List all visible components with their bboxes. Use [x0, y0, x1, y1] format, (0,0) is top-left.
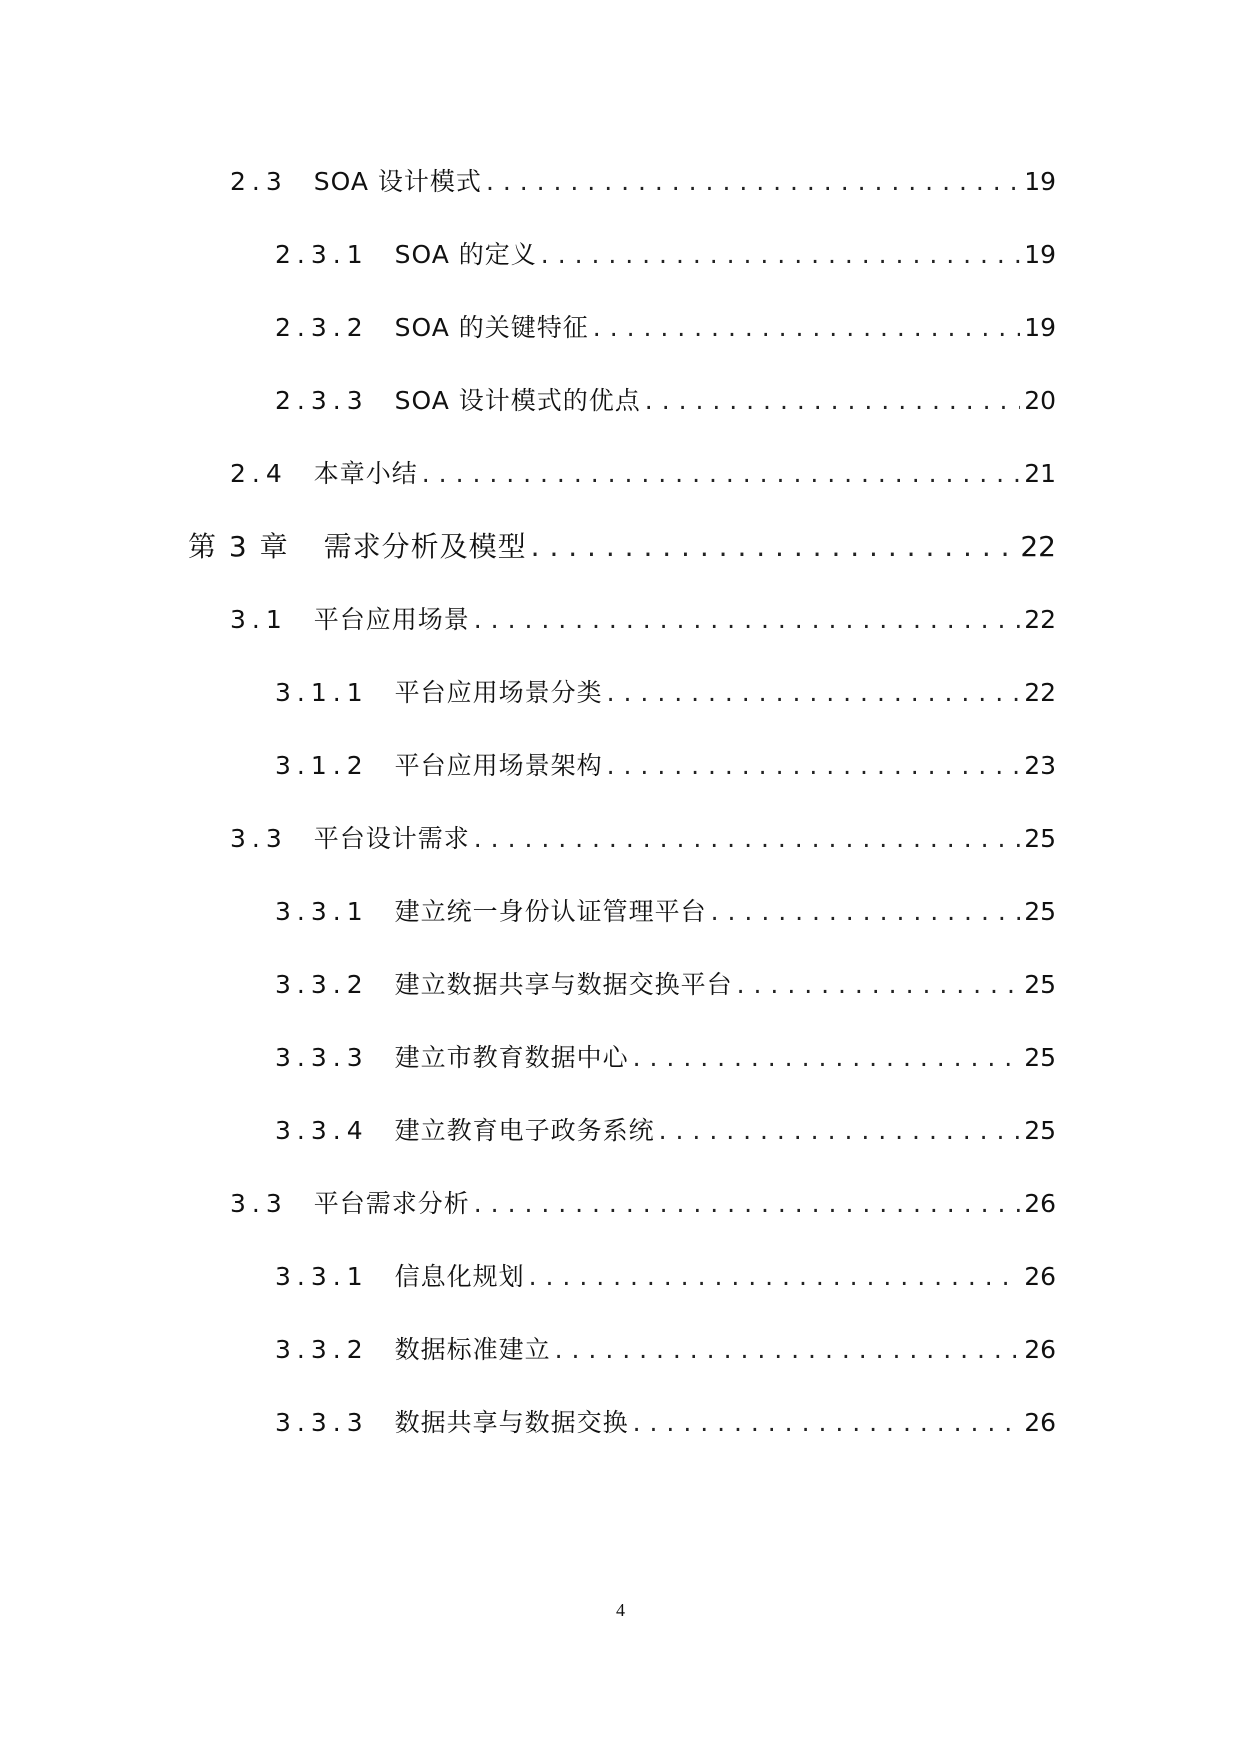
toc-dot-leader: [607, 673, 1021, 713]
toc-entry-page: 22: [1020, 530, 1056, 563]
toc-entry-page: 25: [1024, 970, 1056, 999]
toc-entry[interactable]: [275, 1257, 1056, 1297]
toc-entry-page: 20: [1024, 386, 1056, 415]
toc-entry-number: 3.3.2: [275, 970, 369, 999]
toc-dot-leader: [474, 1184, 1020, 1224]
toc-entry-title: 建立市教育数据中心: [394, 1043, 629, 1072]
toc-entry-title: 平台应用场景架构: [394, 751, 603, 780]
toc-entry-page: 22: [1024, 678, 1056, 707]
toc-entry-title: 需求分析及模型: [323, 530, 527, 563]
toc-entry-number: 3.3.3: [275, 1043, 369, 1072]
toc-dot-leader: [711, 892, 1021, 932]
toc-entry[interactable]: [275, 1038, 1056, 1078]
toc-dot-leader: [531, 527, 1017, 567]
toc-entry-page: 19: [1024, 240, 1056, 269]
toc-entry-number: 第 3 章: [188, 530, 290, 563]
toc-dot-leader: [474, 819, 1020, 859]
page-number: 4: [616, 1600, 625, 1620]
toc-entry-number: 3.3.3: [275, 1408, 369, 1437]
toc-entry-title: 平台应用场景: [313, 605, 470, 634]
toc-entry-title: 平台应用场景分类: [394, 678, 603, 707]
toc-dot-leader: [593, 308, 1020, 348]
toc-entry[interactable]: [275, 673, 1056, 713]
toc-entry-number: 2.3.2: [275, 313, 369, 342]
toc-dot-leader: [645, 381, 1020, 421]
toc-entry-number: 3.1: [230, 605, 288, 634]
toc-entry-page: 26: [1024, 1335, 1056, 1364]
toc-dot-leader: [422, 454, 1020, 494]
toc-entry[interactable]: [230, 162, 1056, 202]
toc-entry[interactable]: [230, 819, 1056, 859]
toc-entry-number: 3.3.1: [275, 897, 369, 926]
toc-entry-title: SOA 设计模式: [313, 167, 482, 196]
toc-dot-leader: [529, 1257, 1021, 1297]
toc-entry-page: 25: [1024, 1043, 1056, 1072]
toc-entry-title: SOA 的关键特征: [394, 313, 589, 342]
toc-entry-number: 2.4: [230, 459, 288, 488]
toc-entry-title: SOA 设计模式的优点: [394, 386, 641, 415]
toc-entry[interactable]: [275, 1330, 1056, 1370]
toc-dot-leader: [541, 235, 1020, 275]
toc-dot-leader: [633, 1038, 1021, 1078]
toc-entry[interactable]: [275, 235, 1056, 275]
toc-dot-leader: [659, 1111, 1021, 1151]
toc-entry-number: 3.3: [230, 824, 288, 853]
toc-entry-page: 25: [1024, 1116, 1056, 1145]
toc-entry-number: 3.3.4: [275, 1116, 369, 1145]
toc-entry-page: 22: [1024, 605, 1056, 634]
toc-entry-number: 3.3.2: [275, 1335, 369, 1364]
toc-entry-number: 2.3.1: [275, 240, 369, 269]
toc-entry[interactable]: [275, 1111, 1056, 1151]
toc-chapter-entry[interactable]: [188, 527, 1056, 567]
toc-dot-leader: [737, 965, 1021, 1005]
toc-entry-title: SOA 的定义: [394, 240, 537, 269]
toc-entry[interactable]: [275, 308, 1056, 348]
toc-entry[interactable]: [275, 965, 1056, 1005]
toc-entry-title: 数据标准建立: [394, 1335, 551, 1364]
toc-entry-title: 本章小结: [313, 459, 418, 488]
toc-entry[interactable]: [230, 600, 1056, 640]
toc-entry-page: 26: [1024, 1262, 1056, 1291]
toc-entry-title: 建立教育电子政务系统: [394, 1116, 655, 1145]
toc-entry-page: 25: [1024, 897, 1056, 926]
toc-entry-page: 21: [1024, 459, 1056, 488]
toc-entry-page: 19: [1024, 313, 1056, 342]
toc-entry-page: 23: [1024, 751, 1056, 780]
toc-entry-number: 3.1.2: [275, 751, 369, 780]
toc-entry-number: 3.3.1: [275, 1262, 369, 1291]
toc-entry[interactable]: [275, 892, 1056, 932]
toc-entry-page: 19: [1024, 167, 1056, 196]
toc-entry-title: 建立统一身份认证管理平台: [394, 897, 707, 926]
toc-entry-page: 26: [1024, 1189, 1056, 1218]
toc-entry-title: 平台设计需求: [313, 824, 470, 853]
toc-entry[interactable]: [230, 1184, 1056, 1224]
toc-entry-number: 2.3: [230, 167, 288, 196]
toc-entry-title: 平台需求分析: [313, 1189, 470, 1218]
toc-entry[interactable]: [275, 746, 1056, 786]
toc-entry[interactable]: [275, 1403, 1056, 1443]
toc-dot-leader: [474, 600, 1020, 640]
toc-entry-number: 3.1.1: [275, 678, 369, 707]
toc-entry-title: 数据共享与数据交换: [394, 1408, 629, 1437]
toc-entry[interactable]: [230, 454, 1056, 494]
toc-entry-title: 建立数据共享与数据交换平台: [394, 970, 733, 999]
toc-entry-number: 3.3: [230, 1189, 288, 1218]
toc-dot-leader: [555, 1330, 1021, 1370]
toc-entry-page: 26: [1024, 1408, 1056, 1437]
toc-entry-title: 信息化规划: [394, 1262, 525, 1291]
toc-dot-leader: [486, 162, 1020, 202]
toc-dot-leader: [633, 1403, 1021, 1443]
toc-dot-leader: [607, 746, 1021, 786]
toc-entry-number: 2.3.3: [275, 386, 369, 415]
toc-entry[interactable]: [275, 381, 1056, 421]
toc-entry-page: 25: [1024, 824, 1056, 853]
